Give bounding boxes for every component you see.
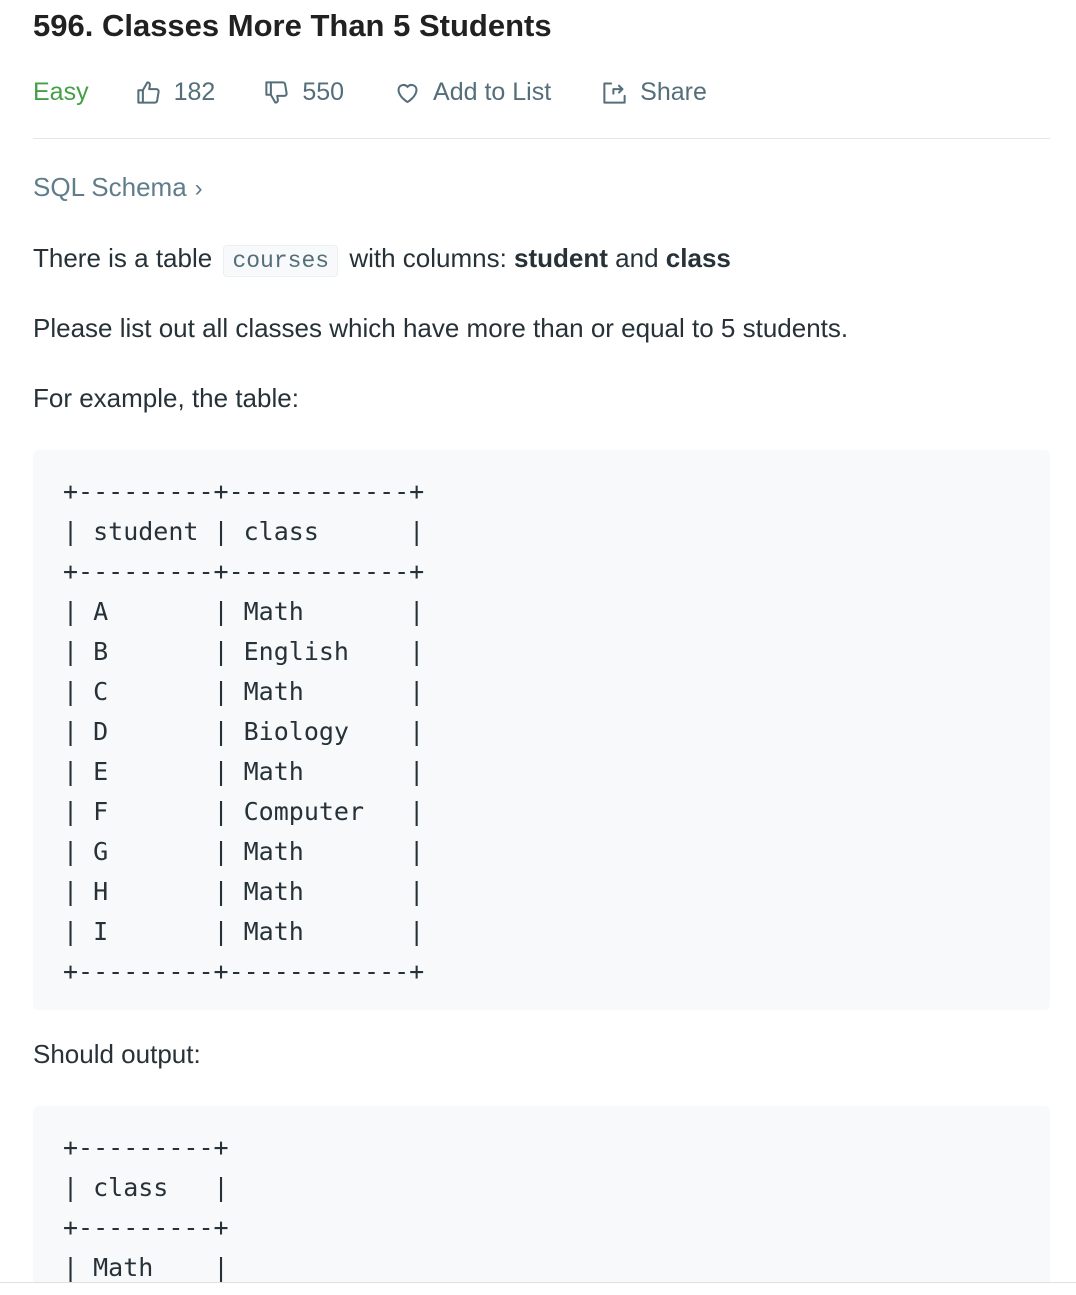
dislike-button[interactable] [263, 78, 344, 107]
bottom-border [0, 1282, 1076, 1295]
example-table-block: +---------+------------+ | student | class | +---------+------------+ | A | Math | | B | English | | C | Math | | D | Biology | | E | Math | | F | Computer | | G | Math | | H | Math | | I | Math | +---------+------------+ [33, 450, 1050, 1010]
table-name-code: courses [223, 245, 338, 277]
column-name-student: student [514, 243, 608, 273]
sql-schema-link[interactable] [33, 172, 203, 203]
like-count: 182 [173, 77, 216, 106]
column-name-class: class [665, 243, 731, 273]
like-button[interactable] [135, 78, 216, 107]
share-button[interactable] [601, 78, 707, 107]
task-paragraph: Please list out all classes which have more than or equal to 5 students. [33, 313, 849, 343]
chevron-right-icon: › [194, 175, 203, 202]
heart-icon [394, 79, 421, 106]
dislike-count: 550 [302, 77, 345, 106]
sql-schema-label: SQL Schema [33, 172, 187, 202]
add-to-list-button[interactable] [394, 78, 551, 107]
header-divider [33, 138, 1050, 139]
problem-description [33, 0, 1050, 1282]
text-segment: and [615, 243, 659, 273]
example-intro: For example, the table: [33, 383, 299, 413]
problem-title: 596. Classes More Than 5 Students [33, 8, 552, 43]
description-paragraph [33, 243, 731, 274]
text-segment: There is a table [33, 243, 213, 273]
text-segment: with columns: [349, 243, 507, 273]
add-to-list-label: Add to List [433, 77, 552, 106]
share-label: Share [640, 77, 707, 106]
thumbs-up-icon [135, 79, 162, 106]
output-table-block: +---------+ | class | +---------+ | Math | [33, 1106, 1050, 1282]
thumbs-down-icon [263, 79, 290, 106]
problem-meta-bar [33, 72, 707, 112]
output-intro: Should output: [33, 1039, 201, 1069]
share-icon [601, 79, 628, 106]
difficulty-badge: Easy [33, 77, 89, 106]
